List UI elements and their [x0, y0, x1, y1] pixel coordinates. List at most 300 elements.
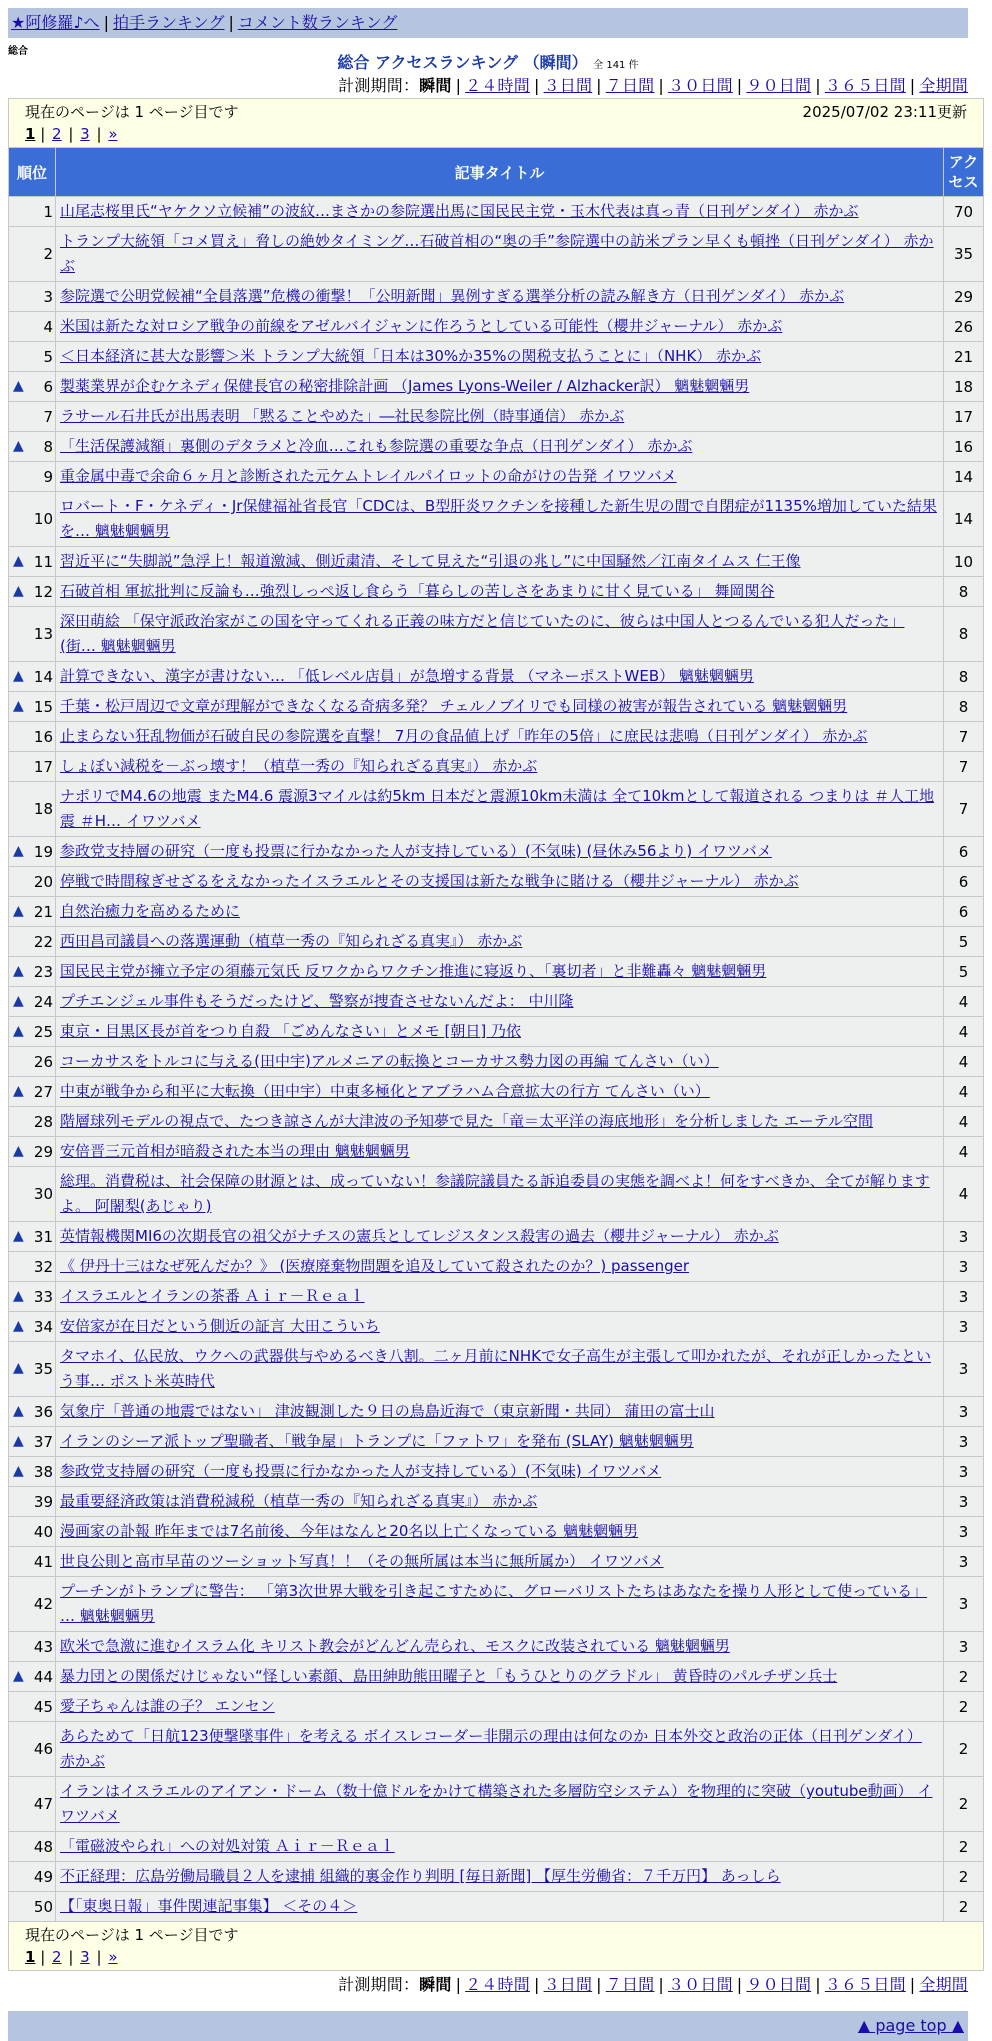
title-cell: [56, 402, 943, 431]
access-count: 14: [944, 492, 983, 546]
rank-number: 15: [33, 697, 53, 716]
title-cell: [56, 1017, 943, 1046]
period-label: 計測期間：: [338, 76, 420, 95]
access-count: 2: [944, 1692, 983, 1721]
up-arrow-icon: ▲: [13, 1022, 24, 1039]
rank-cell: [9, 312, 55, 341]
rank-number: 28: [33, 1112, 53, 1131]
period-option-bottom-6[interactable]: 全期間: [919, 1975, 968, 1994]
title-cell: [56, 1137, 943, 1166]
rank-cell: [9, 1017, 55, 1046]
up-arrow-icon: ▲: [13, 1667, 24, 1684]
article-link[interactable]: 国民民主党が擁立予定の須藤元気氏 反ワクからワクチン推進に寝返り、「裏切者」と非難轟々 魑魅魍魎男: [60, 962, 767, 980]
article-link[interactable]: ロバート・F・ケネディ・Jr保健福祉省長官「CDCは、B型肝炎ワクチンを接種した新生児の間で自閉症が1135%増加していた結果を… 魑魅魍魎男: [60, 497, 937, 540]
table-row: [9, 282, 983, 311]
title-cell: [56, 1047, 943, 1076]
period-option-top-0[interactable]: ２４時間: [465, 76, 530, 95]
rank-number: 34: [33, 1317, 53, 1336]
article-link[interactable]: 安倍晋三元首相が暗殺された本当の理由 魑魅魍魎男: [60, 1142, 410, 1160]
title-cell: [56, 432, 943, 461]
up-arrow-icon: ▲: [13, 552, 24, 569]
period-separator: |: [658, 76, 664, 95]
rank-cell: [9, 1457, 55, 1486]
access-count: 18: [944, 372, 983, 401]
rank-number: 7: [43, 407, 53, 426]
title-cell: [56, 987, 943, 1016]
page-title-text: 総合 アクセスランキング （瞬間）: [337, 53, 588, 72]
access-count: 10: [944, 547, 983, 576]
rank-number: 35: [33, 1360, 53, 1378]
rank-cell: [9, 1427, 55, 1456]
title-cell: [56, 1662, 943, 1691]
access-count: 6: [944, 897, 983, 926]
period-option-top-3[interactable]: ３０日間: [667, 76, 733, 95]
article-link[interactable]: 重金属中毒で余命６ヶ月と診断された元ケムトレイルパイロットの命がけの告発 イワツバメ: [60, 467, 677, 485]
page-link-2[interactable]: 2: [52, 125, 62, 143]
nav-separator: |: [103, 13, 109, 32]
access-count: 3: [944, 1312, 983, 1341]
table-row: [9, 227, 983, 281]
up-arrow-icon: ▲: [13, 667, 24, 684]
period-separator: |: [455, 1975, 462, 1994]
title-cell: [56, 1517, 943, 1546]
table-row: [9, 1832, 983, 1861]
period-selector-bottom: [8, 1973, 968, 1997]
rank-cell: [9, 1777, 55, 1831]
access-count: 7: [944, 752, 983, 781]
rank-number: 12: [33, 582, 53, 601]
table-row: [9, 1662, 983, 1691]
article-link[interactable]: イランはイスラエルのアイアン・ドーム（数十億ドルをかけて構築された多層防空システム）を物理的に突破（youtube動画） イワツバメ: [60, 1782, 933, 1825]
article-link[interactable]: 愛子ちゃんは誰の子？ エンセン: [60, 1697, 275, 1715]
title-cell: [56, 1457, 943, 1486]
article-link[interactable]: 安倍家が在日だという側近の証言 大田こういち: [60, 1317, 380, 1335]
up-arrow-icon: ▲: [13, 1287, 24, 1304]
article-link[interactable]: 東京・目黒区長が首をつり自殺 「ごめんなさい」とメモ [朝日] 乃依: [60, 1022, 522, 1040]
period-separator: |: [596, 1975, 602, 1994]
period-current: 瞬間: [419, 1975, 452, 1994]
access-count: 4: [944, 1047, 983, 1076]
period-label: 計測期間：: [338, 1975, 420, 1994]
page-current: 1: [25, 125, 36, 143]
up-arrow-icon: ▲: [13, 902, 24, 919]
article-link[interactable]: 欧米で急激に進むイスラム化 キリスト教会がどんどん売られ、モスクに改装されている 魑魅魍魎男: [60, 1637, 730, 1655]
clap-ranking-link[interactable]: 拍手ランキング: [112, 13, 225, 32]
article-link[interactable]: タマホイ、仏民放、ウクへの武器供与やめるべき八割。二ヶ月前にNHKで女子高生が主張して叩かれたが、それが正しかったという事… ポスト米英時代: [60, 1347, 931, 1390]
table-row: [9, 1577, 983, 1631]
table-row: [9, 837, 983, 866]
title-cell: [56, 197, 943, 226]
period-option-top-4[interactable]: ９０日間: [746, 76, 812, 95]
table-row: [9, 1517, 983, 1546]
rank-cell: [9, 897, 55, 926]
rank-number: 11: [33, 552, 53, 571]
count-header: アクセス: [944, 148, 983, 196]
article-link[interactable]: 製薬業界が企むケネディ保健長官の秘密排除計画 （James Lyons-Weiler / Alzhacker訳） 魑魅魍魎男: [60, 377, 750, 395]
up-arrow-icon: ▲: [13, 582, 24, 599]
article-link[interactable]: 参政党支持層の研究（一度も投票に行かなかった人が支持している）(不気味) (昼休み56より) イワツバメ: [60, 842, 772, 860]
period-separator: |: [533, 76, 540, 95]
page-separator: |: [35, 1948, 51, 1966]
rank-number: 13: [33, 625, 53, 643]
rank-cell: [9, 1137, 55, 1166]
access-count: 7: [944, 782, 983, 836]
rank-number: 26: [33, 1052, 53, 1071]
up-arrow-icon: ▲: [13, 992, 24, 1009]
access-count: 16: [944, 432, 983, 461]
article-link[interactable]: 【「東奥日報」事件関連記事集】 ＜その４＞: [60, 1897, 358, 1915]
rank-cell: [9, 782, 55, 836]
access-count: 5: [944, 957, 983, 986]
article-link[interactable]: 米国は新たな対ロシア戦争の前線をアゼルバイジャンに作ろうとしている可能性（櫻井ジャーナル） 赤かぶ: [60, 317, 783, 335]
period-selector-top: [8, 74, 968, 98]
title-cell: [56, 1252, 943, 1281]
article-link[interactable]: 自然治癒力を高めるために: [60, 902, 241, 920]
rank-cell: [9, 1547, 55, 1576]
title-cell: [56, 1632, 943, 1661]
period-option-bottom-5[interactable]: ３６５日間: [824, 1975, 906, 1994]
article-link[interactable]: 「電磁波やられ」への対処対策 Ａｉｒ－Ｒｅａｌ: [60, 1837, 395, 1855]
title-cell: [56, 547, 943, 576]
rank-number: 44: [33, 1667, 53, 1686]
rank-cell: [9, 1862, 55, 1891]
rank-number: 43: [33, 1637, 53, 1656]
rank-number: 49: [33, 1867, 53, 1886]
table-row: [9, 752, 983, 781]
rank-number: 1: [43, 202, 53, 221]
rank-number: 48: [33, 1837, 53, 1856]
access-count: 4: [944, 1107, 983, 1136]
table-row: [9, 1107, 983, 1136]
article-link[interactable]: 不正経理：広島労働局職員２人を逮捕 組織的裏金作り判明 [毎日新聞] 【厚生労働省：７千万円】 あっしら: [60, 1867, 781, 1885]
article-link[interactable]: あらためて「日航123便撃墜事件」を考える ボイスレコーダー非開示の理由は何なのか 日本外交と政治の正体（日刊ゲンダイ） 赤かぶ: [60, 1727, 922, 1770]
title-cell: [56, 1577, 943, 1631]
rank-number: 32: [33, 1257, 53, 1276]
table-row: [9, 577, 983, 606]
table-row: [9, 1692, 983, 1721]
page-link-3[interactable]: 3: [80, 1948, 90, 1966]
period-option-bottom-1[interactable]: ３日間: [543, 1975, 593, 1994]
table-row: [9, 1892, 983, 1921]
rank-number: 21: [33, 902, 53, 921]
article-link[interactable]: イスラエルとイランの茶番 Ａｉｒ－Ｒｅａｌ: [60, 1287, 365, 1305]
title-cell: [56, 1892, 943, 1921]
title-cell: [56, 1832, 943, 1861]
access-count: 8: [944, 577, 983, 606]
table-row: [9, 197, 983, 226]
title-cell: [56, 837, 943, 866]
rank-cell: [9, 342, 55, 371]
period-option-top-1[interactable]: ３日間: [543, 76, 593, 95]
article-link[interactable]: 「生活保護減額」裏側のデタラメと冷血…これも参院選の重要な争点（日刊ゲンダイ） 赤かぶ: [60, 437, 693, 455]
access-count: 4: [944, 1017, 983, 1046]
title-cell: [56, 1167, 943, 1221]
period-option-bottom-2[interactable]: ７日間: [605, 1975, 655, 1994]
access-count: 2: [944, 1862, 983, 1891]
article-link[interactable]: 気象庁「普通の地震ではない」 津波観測した９日の鳥島近海で（東京新聞・共同） 蒲田の富士山: [60, 1402, 715, 1420]
title-cell: [56, 782, 943, 836]
rank-cell: [9, 227, 55, 281]
title-cell: [56, 342, 943, 371]
article-link[interactable]: しょぼい減税を－ぶっ壊す！（植草一秀の『知られざる真実』） 赤かぶ: [60, 757, 538, 775]
rank-cell: [9, 492, 55, 546]
article-link[interactable]: コーカサスをトルコに与える(田中宇)アルメニアの転換とコーカサス勢力図の再編 てんさい（い）: [60, 1052, 719, 1070]
article-link[interactable]: 世良公則と高市早苗のツーショット写真！！（その無所属は本当に無所属か） イワツバメ: [60, 1552, 664, 1570]
period-separator: |: [455, 76, 462, 95]
rank-cell: [9, 1252, 55, 1281]
rank-number: 36: [33, 1402, 53, 1421]
title-cell: [56, 897, 943, 926]
up-arrow-icon: ▲: [13, 1462, 24, 1479]
article-link[interactable]: 止まらない狂乱物価が石破自民の参院選を直撃！ 7月の食品値上げ「昨年の5倍」に庶民は悲鳴（日刊ゲンダイ） 赤かぶ: [60, 727, 868, 745]
home-link[interactable]: ★阿修羅♪へ: [11, 13, 100, 32]
article-link[interactable]: イランのシーア派トップ聖職者、「戦争屋」トランプに「ファトワ」を発布 (SLAY) 魑魅魍魎男: [60, 1432, 694, 1450]
page-info-top: [9, 99, 983, 147]
next-page-link[interactable]: »: [108, 1948, 118, 1966]
article-link[interactable]: 深田萌絵 「保守派政治家がこの国を守ってくれる正義の味方だと信じていたのに、彼らは中国人とつるんでいる犯人だった」(街… 魑魅魍魎男: [60, 612, 905, 655]
nav-separator: |: [228, 13, 234, 32]
table-row: [9, 692, 983, 721]
rank-number: 38: [33, 1462, 53, 1481]
access-count: 2: [944, 1832, 983, 1861]
article-link[interactable]: 《 伊丹十三はなぜ死んだか？》 (医療廃棄物問題を追及していて殺されたのか？) passenger: [60, 1257, 690, 1275]
rank-number: 10: [33, 510, 53, 528]
article-link[interactable]: 暴力団との関係だけじゃない“怪しい素顔、島田紳助熊田曜子と「もうひとりのグラドル」 黄昏時のパルチザン兵士: [60, 1667, 838, 1685]
page-separator: |: [63, 125, 79, 143]
table-row: [9, 1487, 983, 1516]
rank-cell: [9, 1167, 55, 1221]
period-separator: |: [909, 1975, 916, 1994]
rank-cell: [9, 282, 55, 311]
article-link[interactable]: 最重要経済政策は消費税減税（植草一秀の『知られざる真実』） 赤かぶ: [60, 1492, 538, 1510]
access-count: 3: [944, 1632, 983, 1661]
rank-number: 33: [33, 1287, 53, 1306]
rank-cell: [9, 1722, 55, 1776]
access-count: 8: [944, 607, 983, 661]
access-count: 3: [944, 1282, 983, 1311]
title-cell: [56, 227, 943, 281]
bottom-bar: [8, 2011, 968, 2041]
table-row: [9, 987, 983, 1016]
rank-cell: [9, 957, 55, 986]
access-count: 3: [944, 1487, 983, 1516]
rank-cell: [9, 402, 55, 431]
up-arrow-icon: ▲: [13, 1317, 24, 1334]
title-cell: [56, 867, 943, 896]
table-row: [9, 1222, 983, 1251]
page-link-3[interactable]: 3: [80, 125, 90, 143]
article-link[interactable]: トランプ大統領「コメ買え」脅しの絶妙タイミング…石破首相の“奥の手”参院選中の訪米プラン早くも頓挫（日刊ゲンダイ） 赤かぶ: [60, 232, 934, 275]
title-cell: [56, 1312, 943, 1341]
article-link[interactable]: 西田昌司議員への落選運動（植草一秀の『知られざる真実』） 赤かぶ: [60, 932, 523, 950]
article-link[interactable]: 総理。消費税は、社会保障の財源とは、成っていない！参議院議員たる訴追委員の実態を調べよ！何をすべきか、全てが解りますよ。 阿闍梨(あじゃり): [60, 1172, 930, 1215]
rank-cell: [9, 837, 55, 866]
table-row: [9, 312, 983, 341]
table-row: [9, 867, 983, 896]
access-count: 7: [944, 722, 983, 751]
title-cell: [56, 462, 943, 491]
rank-number: 3: [43, 287, 53, 306]
rank-number: 18: [33, 800, 53, 818]
up-arrow-icon: ▲: [13, 1432, 24, 1449]
comment-ranking-link[interactable]: コメント数ランキング: [237, 13, 398, 32]
rank-cell: [9, 1342, 55, 1396]
access-count: 4: [944, 987, 983, 1016]
access-count: 6: [944, 867, 983, 896]
table-row: [9, 1777, 983, 1831]
up-arrow-icon: ▲: [13, 437, 24, 454]
up-arrow-icon: ▲: [13, 1360, 24, 1376]
table-row: [9, 432, 983, 461]
access-count: 3: [944, 1222, 983, 1251]
title-cell: [56, 1077, 943, 1106]
period-separator: |: [815, 1975, 821, 1994]
table-row: [9, 897, 983, 926]
title-cell: [56, 492, 943, 546]
article-link[interactable]: 参政党支持層の研究（一度も投票に行かなかった人が支持している）(不気味) イワツバメ: [60, 1462, 662, 1480]
article-link[interactable]: 漫画家の訃報 昨年までは7名前後、今年はなんと20名以上亡くなっている 魑魅魍魎男: [60, 1522, 639, 1540]
rank-cell: [9, 1632, 55, 1661]
page-title: [8, 52, 968, 74]
rank-number: 29: [33, 1142, 53, 1161]
table-row: [9, 1282, 983, 1311]
updated-timestamp: 2025/07/02 23:11更新: [802, 103, 967, 121]
up-arrow-icon: ▲: [13, 842, 24, 859]
access-count: 4: [944, 1167, 983, 1221]
period-separator: |: [815, 76, 821, 95]
rank-header: 順位: [9, 148, 55, 196]
table-row: [9, 1722, 983, 1776]
article-link[interactable]: 英情報機関MI6の次期長官の祖父がナチスの憲兵としてレジスタンス殺害の過去（櫻井ジャーナル） 赤かぶ: [60, 1227, 779, 1245]
period-option-top-2[interactable]: ７日間: [605, 76, 655, 95]
top-nav-bar: [8, 8, 968, 38]
access-count: 26: [944, 312, 983, 341]
rank-cell: [9, 867, 55, 896]
access-count: 2: [944, 1722, 983, 1776]
article-link[interactable]: 中東が戦争から和平に大転換（田中宇）中東多極化とアブラハム合意拡大の行方 てんさい（い）: [60, 1082, 710, 1100]
section-label: 総合: [8, 46, 28, 57]
rank-cell: [9, 1047, 55, 1076]
access-count: 35: [944, 227, 983, 281]
table-row: [9, 927, 983, 956]
access-count: 3: [944, 1342, 983, 1396]
title-cell: [56, 722, 943, 751]
article-link[interactable]: 階層球列モデルの視点で、たつき諒さんが大津波の予知夢で見た「竜＝太平洋の海底地形」を分析しました エーテル空間: [60, 1112, 873, 1130]
page-current: 1: [25, 1948, 36, 1966]
rank-number: 46: [33, 1740, 53, 1758]
rank-cell: [9, 1282, 55, 1311]
access-count: 14: [944, 462, 983, 491]
article-link[interactable]: 計算できない、漢字が書けない… 「低レベル店員」が急増する背景 （マネーポストWEB） 魑魅魍魎男: [60, 667, 754, 685]
rank-cell: [9, 432, 55, 461]
title-cell: [56, 1222, 943, 1251]
access-count: 3: [944, 1457, 983, 1486]
title-cell: [56, 282, 943, 311]
current-page-text-bottom: 現在のページは 1 ページ目です: [25, 1926, 239, 1944]
article-link[interactable]: ＜日本経済に甚大な影響＞米 トランプ大統領「日本は30%か35%の関税支払うことに」（NHK） 赤かぶ: [60, 347, 762, 365]
table-row: [9, 1017, 983, 1046]
rank-cell: [9, 692, 55, 721]
article-link[interactable]: ナポリでM4.6の地震 またM4.6 震源3マイルは約5km 日本だと震源10km未満は 全て10kmとして報道される つまりは ＃人工地震 ＃H… イワツバメ: [60, 787, 935, 830]
period-option-top-5[interactable]: ３６５日間: [824, 76, 906, 95]
title-cell: [56, 1427, 943, 1456]
title-cell: [56, 1342, 943, 1396]
page-top-link[interactable]: ▲ page top ▲: [857, 2016, 964, 2035]
table-row: [9, 462, 983, 491]
page-link-2[interactable]: 2: [52, 1948, 62, 1966]
title-cell: [56, 692, 943, 721]
table-row: [9, 782, 983, 836]
article-link[interactable]: プーチンがトランプに警告： 「第3次世界大戦を引き起こすために、グローバリストたちはあなたを操り人形として使っている」 … 魑魅魍魎男: [60, 1582, 928, 1625]
period-separator: |: [533, 1975, 540, 1994]
title-cell: [56, 372, 943, 401]
access-count: 8: [944, 692, 983, 721]
current-page-text: 現在のページは 1 ページ目です: [25, 103, 239, 121]
pagination-top: [25, 123, 967, 145]
article-link[interactable]: ラサール石井氏が出馬表明 「黙ることやめた」―社民参院比例（時事通信） 赤かぶ: [60, 407, 625, 425]
table-row: [9, 1252, 983, 1281]
table-row: [9, 1342, 983, 1396]
table-row: [9, 402, 983, 431]
period-option-bottom-4[interactable]: ９０日間: [746, 1975, 812, 1994]
rank-number: 41: [33, 1552, 53, 1571]
article-link[interactable]: プチエンジェル事件もそうだったけど、警察が捜査させないんだよ： 中川隆: [60, 992, 574, 1010]
title-cell: [56, 752, 943, 781]
article-link[interactable]: 習近平に“失脚説”急浮上！報道激減、側近粛清、そして見えた“引退の兆し”に中国騒然／江南タイムス 仁王像: [60, 552, 801, 570]
up-arrow-icon: ▲: [13, 962, 24, 979]
rank-cell: [9, 547, 55, 576]
title-cell: [56, 1107, 943, 1136]
period-option-bottom-3[interactable]: ３０日間: [667, 1975, 733, 1994]
table-row: [9, 957, 983, 986]
table-row: [9, 372, 983, 401]
article-link[interactable]: 参院選で公明党候補“全員落選”危機の衝撃！「公明新聞」異例すぎる選挙分析の読み解き方（日刊ゲンダイ） 赤かぶ: [60, 287, 845, 305]
article-link[interactable]: 千葉・松戸周辺で文章が理解ができなくなる奇病多発？ チェルノブイリでも同様の被害が報告されている 魑魅魍魎男: [60, 697, 848, 715]
article-link[interactable]: 停戦で時間稼ぎせざるをえなかったイスラエルとその支援国は新たな戦争に賭ける（櫻井ジャーナル） 赤かぶ: [60, 872, 799, 890]
article-link[interactable]: 山尾志桜里氏“ヤケクソ立候補”の波紋…まさかの参院選出馬に国民民主党・玉木代表は真っ青（日刊ゲンダイ） 赤かぶ: [60, 202, 859, 220]
access-count: 4: [944, 1077, 983, 1106]
period-option-bottom-0[interactable]: ２４時間: [465, 1975, 530, 1994]
rank-cell: [9, 1077, 55, 1106]
period-separator: |: [596, 76, 602, 95]
period-option-top-6[interactable]: 全期間: [919, 76, 968, 95]
next-page-link[interactable]: »: [108, 125, 118, 143]
rank-cell: [9, 1487, 55, 1516]
table-row: [9, 492, 983, 546]
ranking-table: [8, 98, 984, 1971]
rank-cell: [9, 1662, 55, 1691]
rank-cell: [9, 197, 55, 226]
page-separator: |: [91, 1948, 107, 1966]
rank-number: 27: [33, 1082, 53, 1101]
article-link[interactable]: 石破首相 軍拡批判に反論も…強烈しっぺ返し食らう「暮らしの苦しさをあまりに甘く見ている」 舞岡関谷: [60, 582, 775, 600]
access-count: 3: [944, 1252, 983, 1281]
access-count: 29: [944, 282, 983, 311]
table-row: [9, 1457, 983, 1486]
title-cell: [56, 1282, 943, 1311]
up-arrow-icon: ▲: [13, 1402, 24, 1419]
rank-number: 31: [33, 1227, 53, 1246]
rank-cell: [9, 372, 55, 401]
period-separator: |: [658, 1975, 664, 1994]
up-arrow-icon: ▲: [13, 1082, 24, 1099]
rank-cell: [9, 1397, 55, 1426]
rank-number: 6: [43, 377, 53, 396]
rank-cell: [9, 987, 55, 1016]
rank-number: 50: [33, 1897, 53, 1916]
title-cell: [56, 1692, 943, 1721]
title-cell: [56, 927, 943, 956]
